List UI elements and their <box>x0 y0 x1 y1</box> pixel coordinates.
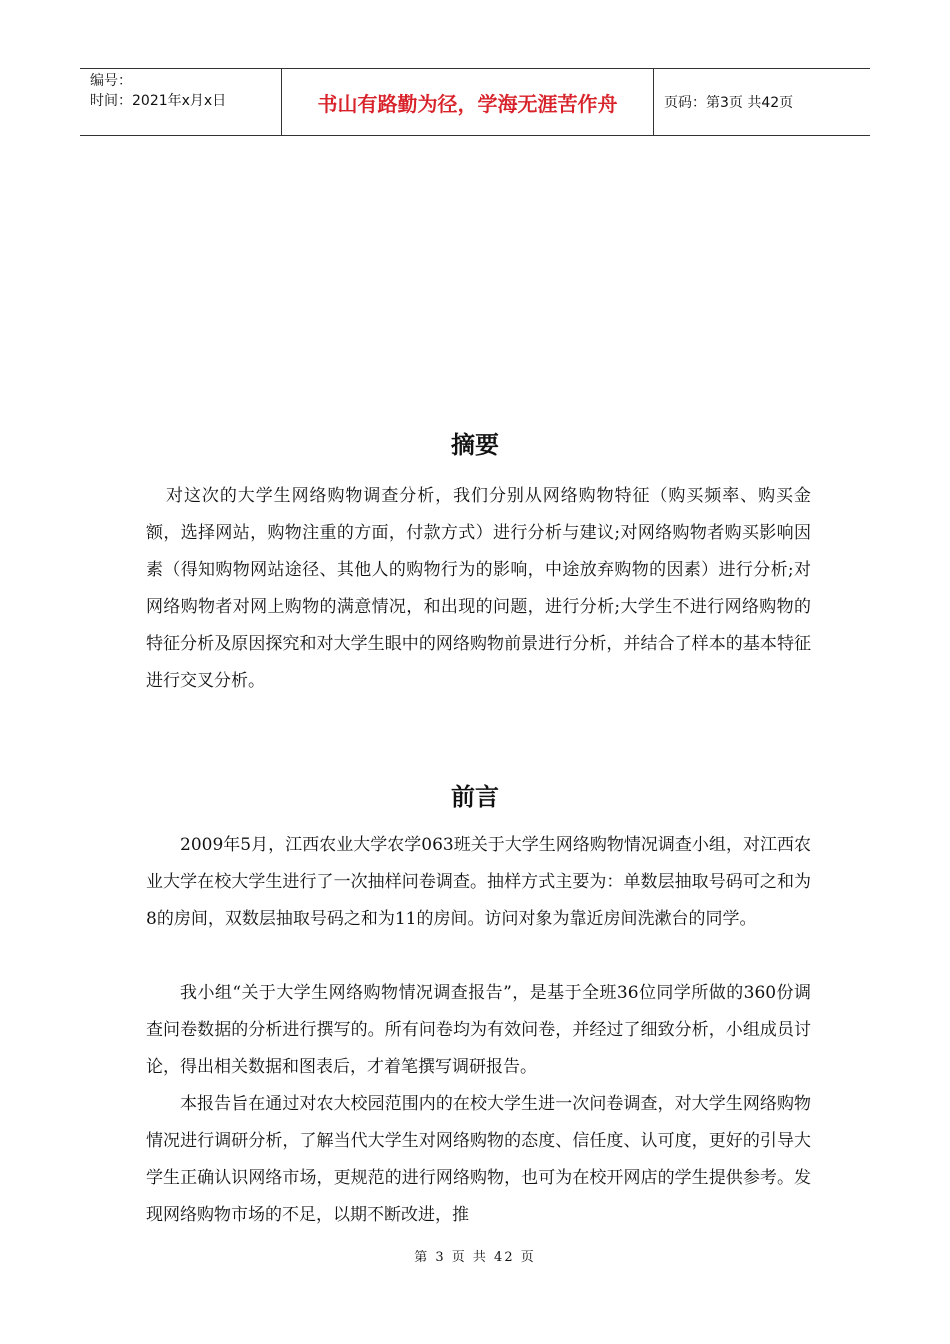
preface-paragraph-3: 本报告旨在通过对农大校园范围内的在校大学生进一次问卷调查，对大学生网络购物情况进行调研分析，了解当代大学生对网络购物的态度、信任度、认可度，更好的引导大学生正确认识网络市场，更规范的进行网络购物，也可为在校开网店的学生提供参考。发现网络购物市场的不足，以期不断改进，推 <box>146 1094 811 1225</box>
motto-text: 书山有路勤为径，学海无涯苦作舟 <box>317 91 618 116</box>
header-meta <box>80 69 282 135</box>
abstract-title: 摘要 <box>451 431 499 459</box>
document-number-label: 编号： <box>90 73 132 89</box>
preface-paragraph-1: 2009年5月，江西农业大学农学063班关于大学生网络购物情况调查小组，对江西农业大学在校大学生进行了一次抽样问卷调查。抽样方式主要为：单数层抽取号码可之和为8的房间，双数层抽取号码之和为11的房间。访问对象为靠近房间洗漱台的同学。 <box>146 835 811 929</box>
header-page-info <box>654 69 870 135</box>
document-header <box>80 68 870 136</box>
page-footer: 第 3 页 共 42 页 <box>414 1250 536 1265</box>
header-motto <box>282 69 654 135</box>
preface-title: 前言 <box>451 783 499 811</box>
preface-paragraph-2: 我小组“关于大学生网络购物情况调查报告”，是基于全班36位同学所做的360份调查问卷数据的分析进行撰写的。所有问卷均为有效问卷，并经过了细致分析，小组成员讨论，得出相关数据和图表后，才着笔撰写调研报告。 <box>146 983 811 1077</box>
document-time-label: 时间：2021年x月x日 <box>90 93 227 109</box>
page-info-text: 页码：第3页 共42页 <box>664 95 794 111</box>
abstract-paragraph: 对这次的大学生网络购物调查分析，我们分别从网络购物特征（购买频率、购买金额，选择网站，购物注重的方面，付款方式）进行分析与建议;对网络购物者购买影响因素（得知购物网站途径、其他人的购物行为的影响，中途放弃购物的因素）进行分析;对网络购物者对网上购物的满意情况，和出现的问题，进行分析;大学生不进行网络购物的特征分析及原因探究和对大学生眼中的网络购物前景进行分析，并结合了样本的基本特征进行交叉分析。 <box>146 486 811 691</box>
